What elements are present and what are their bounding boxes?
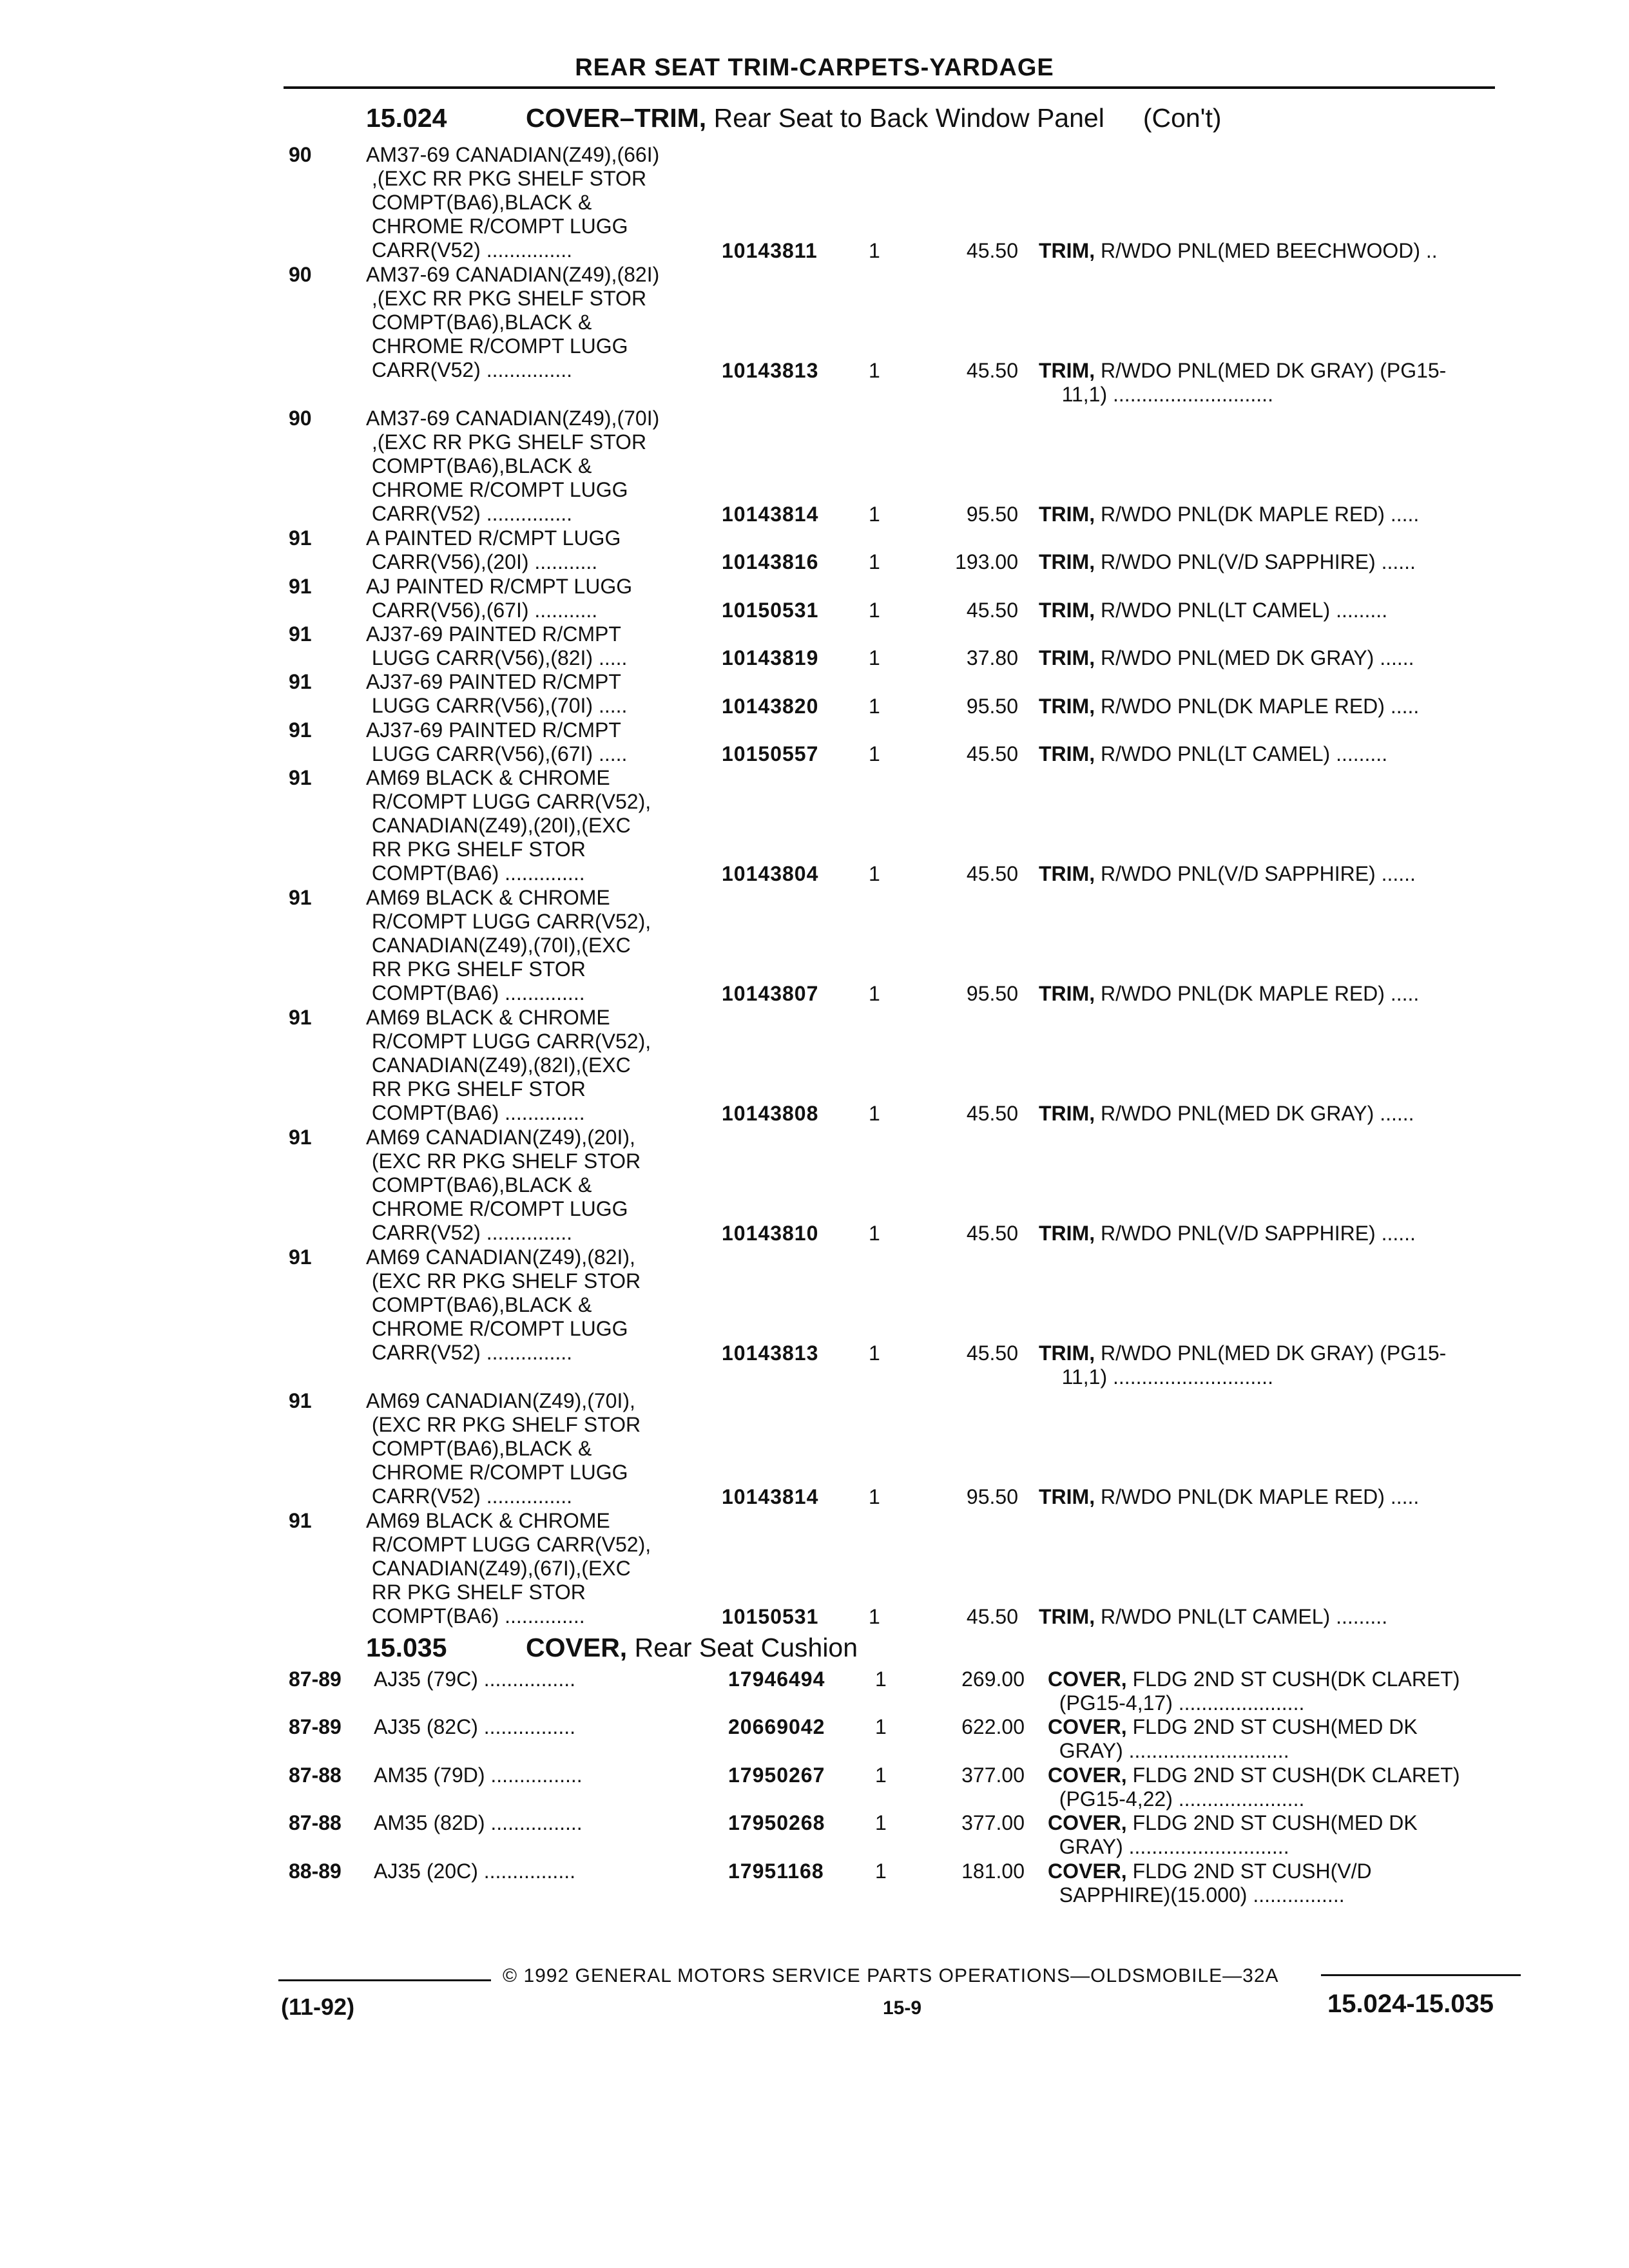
- application-text: [366, 766, 651, 885]
- description-continuation: 11,1) ............................: [1039, 382, 1273, 406]
- description-text: R/WDO PNL(MED DK GRAY) ......: [1095, 1101, 1414, 1125]
- description-keyword: COVER,: [1048, 1859, 1127, 1883]
- part-number: 10150531: [722, 1605, 819, 1629]
- description-text: FLDG 2ND ST CUSH(MED DK: [1126, 1715, 1418, 1739]
- part-number: 10143813: [722, 1341, 819, 1365]
- application-line: COMPT(BA6),BLACK &: [366, 1437, 592, 1461]
- description-text: R/WDO PNL(DK MAPLE RED) .....: [1095, 981, 1420, 1005]
- description-line: [1039, 550, 1416, 574]
- application-line: AM37-69 CANADIAN(Z49),(82I): [366, 263, 660, 286]
- application-text: [366, 1245, 641, 1365]
- ref-number: 91: [289, 718, 312, 742]
- quantity: 1: [869, 598, 880, 622]
- application-line: COMPT(BA6),BLACK &: [366, 1293, 592, 1317]
- description-line: [1039, 862, 1416, 886]
- application-line: AM69 BLACK & CHROME: [366, 766, 610, 790]
- ref-number: 91: [289, 766, 312, 790]
- application-line: CARR(V52) ...............: [366, 502, 573, 526]
- application-line: COMPT(BA6),BLACK &: [366, 1173, 592, 1197]
- application-line: AJ35 (20C) ................: [374, 1859, 575, 1883]
- quantity: 1: [875, 1763, 887, 1787]
- part-description: [1048, 1811, 1418, 1859]
- description-line: [1039, 695, 1419, 718]
- description-keyword: COVER,: [1048, 1763, 1127, 1787]
- application-line: CARR(V52) ...............: [366, 1341, 573, 1365]
- description-line: [1048, 1763, 1460, 1787]
- application-line: CANADIAN(Z49),(20I),(EXC: [366, 814, 631, 838]
- part-description: [1048, 1667, 1460, 1715]
- ref-number: 91: [289, 622, 312, 646]
- price: 45.50: [966, 1221, 1018, 1245]
- application-line: AJ37-69 PAINTED R/CMPT: [366, 718, 621, 742]
- description-text: R/WDO PNL(DK MAPLE RED) .....: [1095, 694, 1420, 718]
- price: 45.50: [966, 742, 1018, 765]
- description-keyword: TRIM,: [1039, 742, 1095, 765]
- description-line: [1048, 1811, 1418, 1835]
- ref-number: 87-88: [289, 1763, 342, 1787]
- ref-number: 91: [289, 1126, 312, 1149]
- quantity: 1: [869, 1101, 880, 1125]
- description-continuation: SAPPHIRE)(15.000) ................: [1048, 1883, 1345, 1907]
- application-line: R/COMPT LUGG CARR(V52),: [366, 910, 651, 934]
- price: 377.00: [961, 1811, 1025, 1835]
- price: 37.80: [966, 646, 1018, 670]
- part-description: [1039, 646, 1414, 670]
- quantity: 1: [869, 1485, 880, 1509]
- application-text: [366, 1509, 651, 1628]
- description-keyword: TRIM,: [1039, 238, 1095, 262]
- application-line: (EXC RR PKG SHELF STOR: [366, 1149, 641, 1173]
- description-text: R/WDO PNL(LT CAMEL) .........: [1095, 742, 1388, 765]
- part-number: 10143804: [722, 861, 819, 885]
- application-line: COMPT(BA6),BLACK &: [366, 191, 592, 214]
- application-line: COMPT(BA6) ..............: [366, 1604, 585, 1628]
- ref-number: 91: [289, 1245, 312, 1269]
- price: 45.50: [966, 1341, 1018, 1365]
- part-number: 17951168: [728, 1859, 824, 1883]
- application-line: CHROME R/COMPT LUGG: [366, 1461, 628, 1485]
- application-line: RR PKG SHELF STOR: [366, 1077, 586, 1101]
- description-text: R/WDO PNL(LT CAMEL) .........: [1095, 1605, 1388, 1629]
- description-keyword: COVER,: [1048, 1811, 1127, 1835]
- part-number: 10143820: [722, 694, 819, 718]
- footer-rule-left: [278, 1979, 491, 1981]
- price: 45.50: [966, 861, 1018, 885]
- quantity: 1: [869, 981, 880, 1005]
- application-text: [366, 622, 627, 670]
- footer-page-number: 15-9: [883, 1997, 922, 2019]
- application-line: CHROME R/COMPT LUGG: [366, 478, 628, 502]
- description-text: R/WDO PNL(DK MAPLE RED) .....: [1095, 1485, 1420, 1509]
- application-text: [374, 1715, 575, 1739]
- quantity: 1: [875, 1715, 887, 1739]
- description-keyword: TRIM,: [1039, 598, 1095, 622]
- application-line: AM69 CANADIAN(Z49),(70I),: [366, 1389, 635, 1413]
- part-description: [1048, 1860, 1372, 1907]
- application-line: CHROME R/COMPT LUGG: [366, 334, 628, 358]
- price: 269.00: [961, 1667, 1025, 1691]
- quantity: 1: [869, 861, 880, 885]
- part-number: 10143808: [722, 1101, 819, 1125]
- page-title: REAR SEAT TRIM-CARPETS-YARDAGE: [575, 54, 1054, 81]
- application-line: AJ35 (82C) ................: [374, 1715, 575, 1739]
- part-description: [1048, 1763, 1460, 1811]
- part-number: 10143810: [722, 1221, 819, 1245]
- price: 95.50: [966, 694, 1018, 718]
- part-number: 10143807: [722, 981, 819, 1005]
- description-keyword: TRIM,: [1039, 502, 1095, 526]
- price: 45.50: [966, 1101, 1018, 1125]
- section-subtitle: Rear Seat to Back Window Panel: [713, 103, 1104, 133]
- description-text: R/WDO PNL(DK MAPLE RED) .....: [1095, 502, 1420, 526]
- part-number: 10143814: [722, 1485, 819, 1509]
- part-description: [1039, 982, 1419, 1006]
- description-continuation: (PG15-4,17) ......................: [1048, 1691, 1305, 1715]
- application-line: LUGG CARR(V56),(67I) .....: [366, 742, 628, 765]
- description-keyword: TRIM,: [1039, 694, 1095, 718]
- footer-date: (11-92): [281, 1994, 355, 2020]
- application-line: CHROME R/COMPT LUGG: [366, 215, 628, 238]
- ref-number: 87-88: [289, 1811, 342, 1835]
- part-number: 10143816: [722, 550, 819, 574]
- application-line: RR PKG SHELF STOR: [366, 1581, 586, 1604]
- application-line: LUGG CARR(V56),(70I) .....: [366, 694, 628, 718]
- description-text: FLDG 2ND ST CUSH(DK CLARET): [1126, 1667, 1460, 1691]
- application-line: (EXC RR PKG SHELF STOR: [366, 1413, 641, 1437]
- description-continuation: 11,1) ............................: [1039, 1365, 1273, 1389]
- application-line: CARR(V52) ...............: [366, 358, 573, 381]
- part-number: 10143811: [722, 238, 818, 262]
- description-line: [1039, 1605, 1387, 1629]
- quantity: 1: [869, 742, 880, 765]
- quantity: 1: [875, 1811, 887, 1835]
- description-keyword: TRIM,: [1039, 1101, 1095, 1125]
- description-line: [1039, 646, 1414, 670]
- application-line: R/COMPT LUGG CARR(V52),: [366, 1533, 651, 1557]
- ref-number: 87-89: [289, 1715, 342, 1739]
- description-text: R/WDO PNL(V/D SAPPHIRE) ......: [1095, 1221, 1416, 1245]
- description-text: R/WDO PNL(V/D SAPPHIRE) ......: [1095, 861, 1416, 885]
- ref-number: 91: [289, 1389, 312, 1413]
- application-line: AM35 (79D) ................: [374, 1763, 583, 1787]
- price: 377.00: [961, 1763, 1025, 1787]
- section-heading-15024: [366, 103, 1222, 133]
- application-line: ,(EXC RR PKG SHELF STOR: [366, 287, 647, 310]
- application-line: AM69 BLACK & CHROME: [366, 886, 610, 910]
- part-description: [1039, 1102, 1414, 1126]
- part-description: [1039, 359, 1446, 407]
- price: 45.50: [966, 598, 1018, 622]
- application-line: CHROME R/COMPT LUGG: [366, 1317, 628, 1341]
- application-text: [366, 407, 659, 526]
- quantity: 1: [875, 1859, 887, 1883]
- price: 95.50: [966, 502, 1018, 526]
- application-text: [366, 718, 627, 766]
- part-number: 10143813: [722, 358, 819, 382]
- section-title: COVER–TRIM,: [526, 103, 707, 133]
- application-text: [374, 1763, 583, 1787]
- application-line: CHROME R/COMPT LUGG: [366, 1197, 628, 1221]
- description-line: [1048, 1860, 1372, 1883]
- application-line: CARR(V56),(20I) ...........: [366, 550, 598, 574]
- quantity: 1: [869, 1341, 880, 1365]
- application-text: [366, 263, 659, 382]
- application-line: R/COMPT LUGG CARR(V52),: [366, 1030, 651, 1053]
- header-rule: [284, 86, 1495, 89]
- description-line: [1039, 239, 1438, 263]
- description-keyword: TRIM,: [1039, 646, 1095, 670]
- price: 45.50: [966, 358, 1018, 382]
- application-line: RR PKG SHELF STOR: [366, 957, 586, 981]
- part-description: [1048, 1715, 1418, 1763]
- application-line: COMPT(BA6) ..............: [366, 1101, 585, 1125]
- application-line: CANADIAN(Z49),(82I),(EXC: [366, 1053, 631, 1077]
- price: 181.00: [961, 1859, 1025, 1883]
- part-description: [1039, 550, 1416, 574]
- description-keyword: TRIM,: [1039, 1221, 1095, 1245]
- application-line: AM69 BLACK & CHROME: [366, 1006, 610, 1030]
- application-line: LUGG CARR(V56),(82I) .....: [366, 646, 628, 669]
- price: 95.50: [966, 1485, 1018, 1509]
- application-line: R/COMPT LUGG CARR(V52),: [366, 790, 651, 814]
- application-line: ,(EXC RR PKG SHELF STOR: [366, 430, 647, 454]
- part-description: [1039, 503, 1419, 526]
- ref-number: 87-89: [289, 1667, 342, 1691]
- application-text: [366, 1389, 641, 1508]
- section-title: COVER,: [526, 1633, 628, 1662]
- footer-copyright: © 1992 GENERAL MOTORS SERVICE PARTS OPERATIONS—OLDSMOBILE—32A: [503, 1965, 1279, 1986]
- description-text: R/WDO PNL(MED DK GRAY) (PG15-: [1095, 358, 1447, 382]
- application-line: AM37-69 CANADIAN(Z49),(66I): [366, 143, 660, 166]
- ref-number: 91: [289, 526, 312, 550]
- part-description: [1039, 695, 1419, 718]
- application-text: [366, 670, 627, 718]
- part-number: 10143819: [722, 646, 819, 670]
- price: 95.50: [966, 981, 1018, 1005]
- section-number: 15.024: [366, 103, 447, 133]
- quantity: 1: [869, 1221, 880, 1245]
- application-text: [366, 1126, 641, 1245]
- description-keyword: TRIM,: [1039, 1485, 1095, 1509]
- part-number: 17950267: [728, 1763, 825, 1787]
- description-keyword: TRIM,: [1039, 981, 1095, 1005]
- description-keyword: COVER,: [1048, 1715, 1127, 1739]
- application-line: AM69 BLACK & CHROME: [366, 1509, 610, 1533]
- description-line: [1048, 1715, 1418, 1739]
- application-text: [374, 1811, 583, 1835]
- section-continued: (Con't): [1142, 103, 1222, 133]
- application-line: AM69 CANADIAN(Z49),(20I),: [366, 1126, 635, 1149]
- description-keyword: TRIM,: [1039, 1605, 1095, 1629]
- part-description: [1039, 599, 1387, 622]
- description-text: FLDG 2ND ST CUSH(V/D: [1126, 1859, 1372, 1883]
- application-line: AJ35 (79C) ................: [374, 1667, 575, 1691]
- description-keyword: TRIM,: [1039, 358, 1095, 382]
- application-line: A PAINTED R/CMPT LUGG: [366, 526, 621, 550]
- description-continuation: GRAY) ............................: [1048, 1739, 1289, 1763]
- section-subtitle: Rear Seat Cushion: [634, 1633, 858, 1662]
- application-text: [366, 143, 659, 262]
- description-line: [1039, 1222, 1416, 1245]
- application-line: AJ37-69 PAINTED R/CMPT: [366, 670, 621, 694]
- price: 193.00: [955, 550, 1018, 574]
- part-description: [1039, 862, 1416, 886]
- description-text: R/WDO PNL(MED BEECHWOOD) ..: [1095, 238, 1438, 262]
- application-line: AM69 CANADIAN(Z49),(82I),: [366, 1245, 635, 1269]
- description-continuation: GRAY) ............................: [1048, 1835, 1289, 1859]
- footer-rule-right: [1321, 1974, 1521, 1976]
- description-continuation: (PG15-4,22) ......................: [1048, 1787, 1305, 1811]
- description-text: R/WDO PNL(V/D SAPPHIRE) ......: [1095, 550, 1416, 574]
- description-line: [1048, 1667, 1460, 1691]
- part-description: [1039, 1605, 1387, 1629]
- part-number: 17950268: [728, 1811, 825, 1835]
- part-number: 10150557: [722, 742, 819, 765]
- description-keyword: TRIM,: [1039, 550, 1095, 574]
- description-line: [1039, 1485, 1419, 1509]
- description-line: [1039, 1341, 1446, 1365]
- description-line: [1039, 1102, 1414, 1126]
- application-text: [366, 886, 651, 1005]
- part-description: [1039, 742, 1387, 766]
- quantity: 1: [875, 1667, 887, 1691]
- application-line: COMPT(BA6),BLACK &: [366, 454, 592, 478]
- application-line: AM35 (82D) ................: [374, 1811, 583, 1835]
- description-line: [1039, 599, 1387, 622]
- application-text: [366, 1006, 651, 1125]
- quantity: 1: [869, 550, 880, 574]
- application-line: AJ37-69 PAINTED R/CMPT: [366, 622, 621, 646]
- part-number: 10143814: [722, 502, 819, 526]
- footer-section-range: 15.024-15.035: [1327, 1990, 1494, 2018]
- ref-number: 91: [289, 886, 312, 910]
- application-line: ,(EXC RR PKG SHELF STOR: [366, 167, 647, 190]
- section-number: 15.035: [366, 1633, 447, 1662]
- ref-number: 90: [289, 407, 312, 430]
- quantity: 1: [869, 502, 880, 526]
- price: 622.00: [961, 1715, 1025, 1739]
- quantity: 1: [869, 238, 880, 262]
- quantity: 1: [869, 358, 880, 382]
- description-text: R/WDO PNL(MED DK GRAY) ......: [1095, 646, 1414, 670]
- part-description: [1039, 1222, 1416, 1245]
- description-keyword: TRIM,: [1039, 861, 1095, 885]
- part-number: 10150531: [722, 598, 819, 622]
- application-line: CANADIAN(Z49),(67I),(EXC: [366, 1557, 631, 1581]
- ref-number: 91: [289, 574, 312, 598]
- part-description: [1039, 239, 1438, 263]
- ref-number: 91: [289, 1006, 312, 1030]
- application-line: CARR(V56),(67I) ...........: [366, 598, 598, 622]
- application-line: CARR(V52) ...............: [366, 1485, 573, 1508]
- section-heading-15035: [366, 1633, 858, 1663]
- quantity: 1: [869, 646, 880, 670]
- description-keyword: COVER,: [1048, 1667, 1127, 1691]
- ref-number: 90: [289, 143, 312, 166]
- description-text: R/WDO PNL(MED DK GRAY) (PG15-: [1095, 1341, 1447, 1365]
- description-line: [1039, 359, 1446, 383]
- quantity: 1: [869, 1605, 880, 1629]
- description-text: FLDG 2ND ST CUSH(MED DK: [1126, 1811, 1418, 1835]
- application-line: COMPT(BA6) ..............: [366, 981, 585, 1005]
- application-line: AM37-69 CANADIAN(Z49),(70I): [366, 407, 660, 430]
- ref-number: 90: [289, 263, 312, 286]
- ref-number: 91: [289, 670, 312, 694]
- ref-number: 88-89: [289, 1859, 342, 1883]
- application-text: [374, 1860, 575, 1883]
- price: 45.50: [966, 1605, 1018, 1629]
- application-line: COMPT(BA6),BLACK &: [366, 311, 592, 334]
- application-line: AJ PAINTED R/CMPT LUGG: [366, 574, 633, 598]
- application-text: [374, 1667, 575, 1691]
- ref-number: 91: [289, 1509, 312, 1533]
- application-line: COMPT(BA6) ..............: [366, 861, 585, 885]
- application-line: RR PKG SHELF STOR: [366, 838, 586, 861]
- description-keyword: TRIM,: [1039, 1341, 1095, 1365]
- part-description: [1039, 1485, 1419, 1509]
- application-line: CANADIAN(Z49),(70I),(EXC: [366, 934, 631, 957]
- description-line: [1039, 982, 1419, 1006]
- description-text: R/WDO PNL(LT CAMEL) .........: [1095, 598, 1388, 622]
- application-line: CARR(V52) ...............: [366, 238, 573, 262]
- part-number: 20669042: [728, 1715, 825, 1739]
- description-line: [1039, 742, 1387, 766]
- description-text: FLDG 2ND ST CUSH(DK CLARET): [1126, 1763, 1460, 1787]
- quantity: 1: [869, 694, 880, 718]
- application-line: CARR(V52) ...............: [366, 1221, 573, 1245]
- application-line: (EXC RR PKG SHELF STOR: [366, 1269, 641, 1293]
- application-text: [366, 575, 632, 622]
- part-description: [1039, 1341, 1446, 1389]
- description-line: [1039, 503, 1419, 526]
- part-number: 17946494: [728, 1667, 825, 1691]
- application-text: [366, 526, 621, 574]
- price: 45.50: [966, 238, 1018, 262]
